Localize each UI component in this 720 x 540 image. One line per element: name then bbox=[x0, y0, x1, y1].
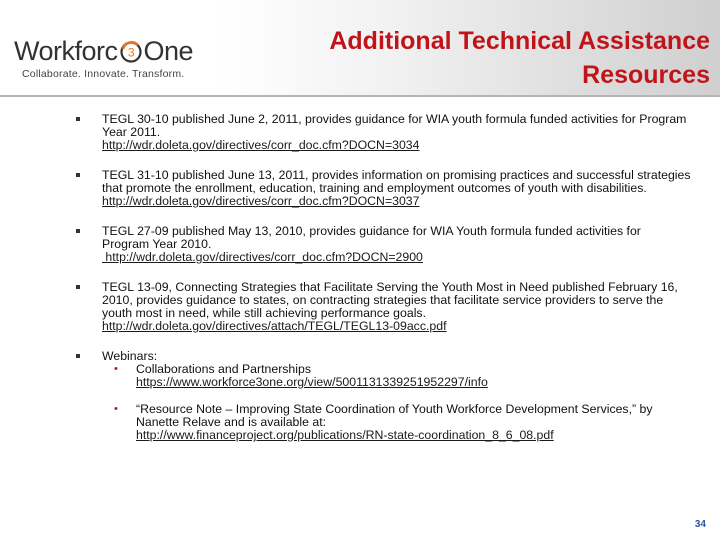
webinar-link[interactable]: http://www.financeproject.org/publications/RN-state-coordination_8_6_08.pdf bbox=[136, 428, 554, 442]
item-text: TEGL 13-09, Connecting Strategies that Facilitate Serving the Youth Most in Need published February 16, 2010, provides guidance to states, on contracting strategies that facilitate service providers to serve the youth most in need, while still achieving performance goals. bbox=[102, 280, 678, 320]
resource-list bbox=[76, 113, 691, 442]
square-bullet-icon bbox=[76, 229, 80, 233]
title-line-1: Additional Technical Assistance bbox=[329, 27, 710, 55]
page-number: 34 bbox=[694, 519, 706, 530]
list-item-webinars bbox=[76, 350, 691, 442]
list-item-tegl-13-09 bbox=[76, 281, 691, 333]
square-bullet-icon bbox=[76, 285, 80, 289]
webinar-text: Collaborations and Partnerships bbox=[136, 362, 311, 376]
item-text: TEGL 27-09 published May 13, 2010, provides guidance for WIA Youth formula funded activities for Program Year 2010. bbox=[102, 224, 641, 251]
item-text: TEGL 30-10 published June 2, 2011, provides guidance for WIA youth formula funded activities for Program Year 2011. bbox=[102, 112, 687, 139]
webinar-link[interactable]: https://www.workforce3one.org/view/5001131339251952297/info bbox=[136, 375, 488, 389]
slide-title bbox=[250, 24, 710, 92]
directive-link[interactable]: http://wdr.doleta.gov/directives/corr_doc.cfm?DOCN=3037 bbox=[102, 194, 420, 208]
directive-link[interactable]: http://wdr.doleta.gov/directives/corr_doc.cfm?DOCN=2900 bbox=[102, 250, 423, 264]
logo-tagline: Collaborate. Innovate. Transform. bbox=[22, 68, 185, 80]
logo-text-after: One bbox=[143, 36, 194, 66]
header-divider bbox=[0, 95, 720, 97]
directive-link[interactable]: http://wdr.doleta.gov/directives/attach/TEGL/TEGL13-09acc.pdf bbox=[102, 319, 447, 333]
round-bullet-icon: • bbox=[114, 403, 118, 415]
workforce3one-logo bbox=[14, 36, 193, 80]
list-item-tegl-31-10 bbox=[76, 169, 691, 208]
list-item-tegl-27-09 bbox=[76, 225, 691, 264]
logo-ring-icon bbox=[119, 39, 143, 63]
title-line-2: Resources bbox=[582, 61, 710, 89]
logo-text-before: Workforc bbox=[14, 36, 118, 66]
square-bullet-icon bbox=[76, 173, 80, 177]
webinars-label: Webinars: bbox=[102, 349, 158, 363]
webinar-text: “Resource Note – Improving State Coordination of Youth Workforce Development Services,” by Nanette Relave and is available at: bbox=[136, 402, 653, 429]
svg-text:3: 3 bbox=[127, 45, 134, 60]
square-bullet-icon bbox=[76, 354, 80, 358]
logo-wordmark bbox=[14, 36, 193, 66]
list-item-tegl-30-10 bbox=[76, 113, 691, 152]
directive-link[interactable]: http://wdr.doleta.gov/directives/corr_doc.cfm?DOCN=3034 bbox=[102, 138, 420, 152]
webinar-item-collaborations bbox=[106, 363, 691, 389]
webinar-item-resource-note bbox=[106, 403, 691, 442]
square-bullet-icon bbox=[76, 117, 80, 121]
round-bullet-icon: • bbox=[114, 363, 118, 375]
item-text: TEGL 31-10 published June 13, 2011, provides information on promising practices and successful strategies that promote the enrollment, education, training and employment outcomes of youth with disabilities. bbox=[102, 168, 691, 195]
